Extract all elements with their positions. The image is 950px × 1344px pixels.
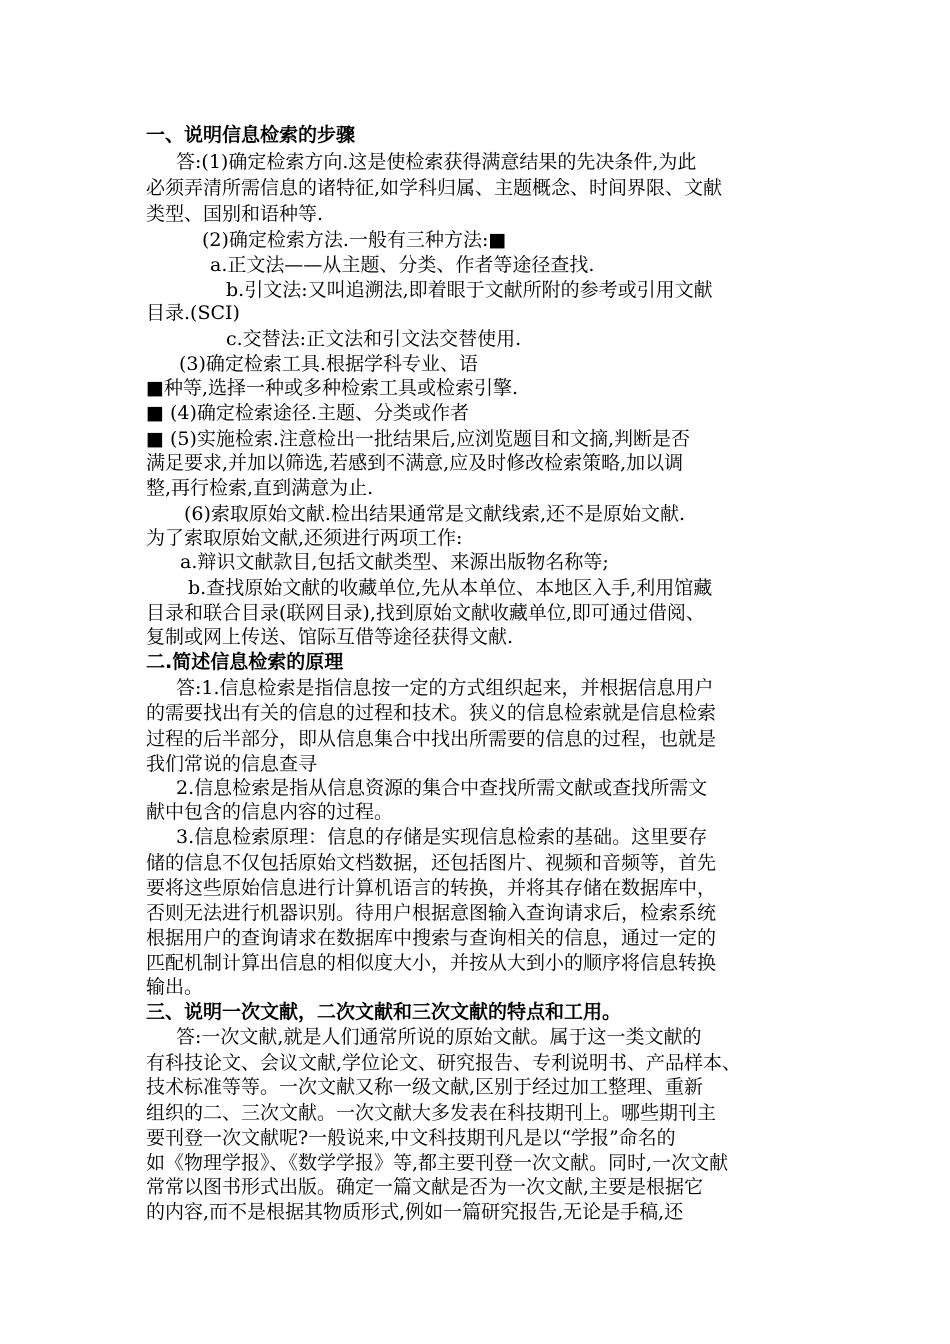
- paragraph-line: ■ (4)确定检索途径.主题、分类或作者: [146, 402, 469, 424]
- paragraph-line: 必须弄清所需信息的诸特征,如学科归属、主题概念、时间界限、文献: [146, 177, 723, 199]
- paragraph-line: 有科技论文、会议文献,学位论文、研究报告、专利说明书、产品样本、: [146, 1052, 742, 1074]
- paragraph-line: 的内容,而不是根据其物质形式,例如一篇研究报告,无论是手稿,还: [146, 1201, 684, 1223]
- paragraph-line: 根据用户的查询请求在数据库中搜索与查询相关的信息，通过一定的: [146, 927, 717, 949]
- paragraph-line: 过程的后半部分，即从信息集合中找出所需要的信息的过程，也就是: [146, 728, 717, 750]
- paragraph-line: 的需要找出有关的信息的过程和技术。狭义的信息检索就是信息检索: [146, 702, 717, 724]
- paragraph-line: 目录.(SCI): [146, 302, 240, 324]
- heading-retrieval-steps: 一、说明信息检索的步骤: [146, 124, 356, 146]
- paragraph-line: 3.信息检索原理：信息的存储是实现信息检索的基础。这里要存: [176, 826, 708, 848]
- paragraph-line: a.正文法——从主题、分类、作者等途径查找.: [210, 254, 595, 276]
- paragraph-line: 献中包含的信息内容的过程。: [146, 801, 394, 823]
- paragraph-line: 答:1.信息检索是指信息按一定的方式组织起来，并根据信息用户: [176, 677, 714, 699]
- paragraph-line: (2)确定检索方法.一般有三种方法:■: [202, 229, 507, 251]
- paragraph-line: 要将这些原始信息进行计算机语言的转换，并将其存储在数据库中，: [146, 877, 717, 899]
- paragraph-line: 输出。: [146, 976, 204, 998]
- paragraph-line: 我们常说的信息查寻: [146, 753, 318, 775]
- paragraph-line: ■种等,选择一种或多种检索工具或检索引擎.: [146, 377, 519, 399]
- paragraph-line: 匹配机制计算出信息的相似度大小，并按从大到小的顺序将信息转换: [146, 952, 717, 974]
- paragraph-line: (3)确定检索工具.根据学科专业、语: [179, 353, 478, 375]
- paragraph-line: 2.信息检索是指从信息资源的集合中查找所需文献或查找所需文: [176, 777, 708, 799]
- paragraph-line: (6)索取原始文献.检出结果通常是文献线索,还不是原始文献.: [184, 503, 686, 525]
- heading-document-levels: 三、说明一次文献，二次文献和三次文献的特点和工用。: [146, 1001, 622, 1023]
- paragraph-line: 如《物理学报》、《数学学报》等,都主要刊登一次文献。同时,一次文献: [146, 1152, 729, 1174]
- paragraph-line: 要刊登一次文献呢?一般说来,中文科技期刊凡是以“学报”命名的: [146, 1127, 676, 1149]
- paragraph-line: 满足要求,并加以筛选,若感到不满意,应及时修改检索策略,加以调: [146, 452, 684, 474]
- paragraph-line: 答:一次文献,就是人们通常所说的原始文献。属于这一类文献的: [176, 1026, 702, 1048]
- paragraph-line: c.交替法:正文法和引文法交替使用.: [226, 328, 522, 350]
- paragraph-line: 储的信息不仅包括原始文档数据，还包括图片、视频和音频等，首先: [146, 852, 717, 874]
- paragraph-line: 答:(1)确定检索方向.这是使检索获得满意结果的先决条件,为此: [176, 151, 697, 173]
- paragraph-line: 技术标准等等。一次文献又称一级文献,区别于经过加工整理、重新: [146, 1076, 704, 1098]
- heading-retrieval-principle: 二.简述信息检索的原理: [146, 651, 344, 673]
- paragraph-line: 组织的二、三次文献。一次文献大多发表在科技期刊上。哪些期刊主: [146, 1102, 717, 1124]
- paragraph-line: 目录和联合目录(联网目录),找到原始文献收藏单位,即可通过借阅、: [146, 602, 705, 624]
- paragraph-line: 常常以图书形式出版。确定一篇文献是否为一次文献,主要是根据它: [146, 1176, 704, 1198]
- paragraph-line: 否则无法进行机器识别。待用户根据意图输入查询请求后，检索系统: [146, 902, 717, 924]
- paragraph-line: a.辩识文献款目,包括文献类型、来源出版物名称等;: [180, 551, 609, 573]
- paragraph-line: b.引文法:又叫追溯法,即着眼于文献所附的参考或引用文献: [226, 279, 713, 301]
- paragraph-line: 复制或网上传送、馆际互借等途径获得文献.: [146, 626, 514, 648]
- paragraph-line: 整,再行检索,直到满意为止.: [146, 477, 374, 499]
- paragraph-line: ■ (5)实施检索.注意检出一批结果后,应浏览题目和文摘,判断是否: [146, 428, 691, 450]
- paragraph-line: 类型、国别和语种等.: [146, 203, 324, 225]
- paragraph-line: b.查找原始文献的收藏单位,先从本单位、本地区入手,利用馆藏: [188, 577, 713, 599]
- paragraph-line: 为了索取原始文献,还须进行两项工作:: [146, 527, 463, 549]
